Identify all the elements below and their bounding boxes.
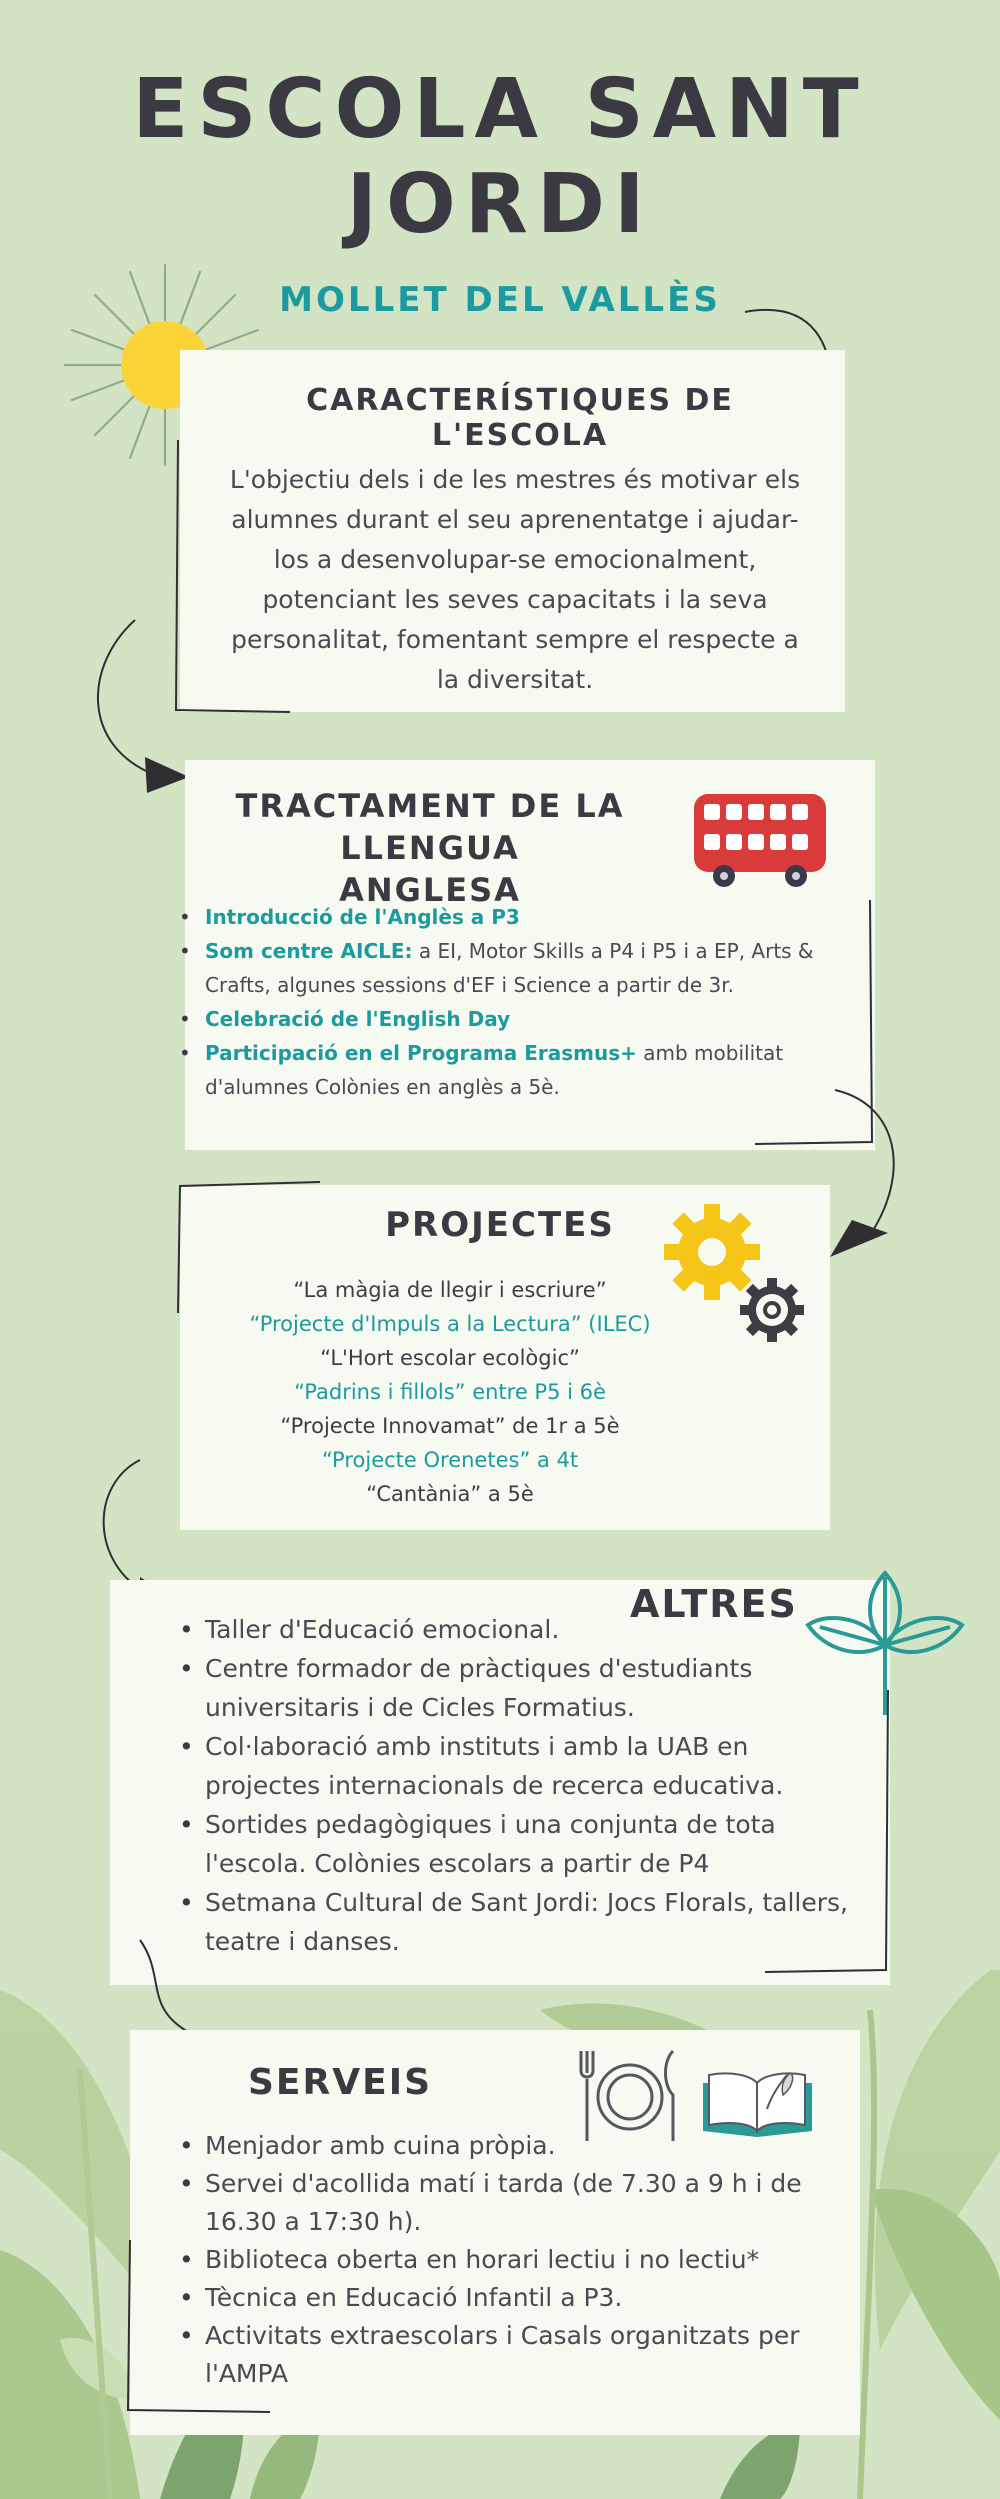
list-item	[175, 900, 835, 934]
list-item: “Projecte d'Impuls a la Lectura” (ILEC)	[249, 1312, 651, 1336]
list-item-text: a EI, Motor Skills a P4 i P5 i a EP, Arts & Crafts, algunes sessions d'EF i Science a partir de 3r.	[205, 939, 814, 997]
angles-heading	[185, 785, 675, 911]
list-item	[175, 1002, 835, 1036]
list-item: • Biblioteca oberta en horari lectiu i no lectiu*	[175, 2241, 830, 2279]
caracteristiques-heading: CARACTERÍSTIQUES DE L'ESCOLA	[306, 383, 734, 453]
list-item-text: amb mobilitat d'alumnes Colònies en anglès a 5è.	[205, 1041, 784, 1099]
serveis-list	[175, 2127, 830, 2393]
list-item	[175, 934, 835, 1002]
list-item: • Col·laboració amb instituts i amb la UAB en projectes internacionals de recerca educativa.	[175, 1727, 865, 1805]
altres-heading: ALTRES	[630, 1582, 798, 1626]
list-item: “Cantània” a 5è	[366, 1482, 534, 1506]
list-item-bold: Som centre AICLE:	[205, 939, 413, 963]
list-item: “L'Hort escolar ecològic”	[320, 1346, 580, 1370]
list-item: • Centre formador de pràctiques d'estudiants universitaris i de Cicles Formatius.	[175, 1649, 865, 1727]
bus-icon	[690, 790, 830, 890]
serveis-heading: SERVEIS	[248, 2062, 433, 2103]
list-item: • Menjador amb cuina pròpia.	[175, 2127, 830, 2165]
list-item	[175, 1036, 835, 1104]
list-item-bold: Introducció de l'Anglès a P3	[205, 905, 520, 929]
caracteristiques-text: L'objectiu dels i de les mestres és motivar els alumnes durant el seu aprenentatge i ajudar-los a desenvolupar-se emocionalment, potenciant les seves capacitats i la seva personalitat, fomentant sempre el respecte a la diversitat.	[229, 465, 801, 694]
angles-heading-line1: TRACTAMENT DE LA LLENGUA	[235, 787, 625, 867]
list-item: “Projecte Innovamat” de 1r a 5è	[280, 1414, 620, 1438]
list-item: • Servei d'acollida matí i tarda (de 7.30 a 9 h i de 16.30 a 17:30 h).	[175, 2165, 830, 2241]
gear-icon	[660, 1200, 810, 1350]
projectes-list	[220, 1273, 680, 1511]
projectes-heading: PROJECTES	[385, 1205, 615, 1245]
list-item: • Sortides pedagògiques i una conjunta de tota l'escola. Colònies escolars a partir de P4	[175, 1805, 865, 1883]
list-item-bold: Celebració de l'English Day	[205, 1007, 511, 1031]
arrow-icon	[85, 615, 195, 795]
angles-list	[175, 900, 835, 1104]
page-title: ESCOLA SANT JORDI	[132, 62, 868, 252]
list-item: “La màgia de llegir i escriure”	[293, 1278, 607, 1302]
angles-heading-line2: ANGLESA	[339, 871, 521, 909]
list-item-bold: Participació en el Programa Erasmus+	[205, 1041, 637, 1065]
list-item: • Setmana Cultural de Sant Jordi: Jocs Florals, tallers, teatre i danses.	[175, 1883, 865, 1961]
list-item: • Tècnica en Educació Infantil a P3.	[175, 2279, 830, 2317]
list-item: “Projecte Orenetes” a 4t	[321, 1448, 579, 1472]
list-item: • Activitats extraescolars i Casals organitzats per l'AMPA	[175, 2317, 830, 2393]
list-item: • Taller d'Educació emocional.	[175, 1610, 865, 1649]
list-item: “Padrins i fillols” entre P5 i 6è	[294, 1380, 606, 1404]
altres-list	[175, 1610, 865, 1961]
location-subtitle: MOLLET DEL VALLÈS	[279, 280, 721, 320]
